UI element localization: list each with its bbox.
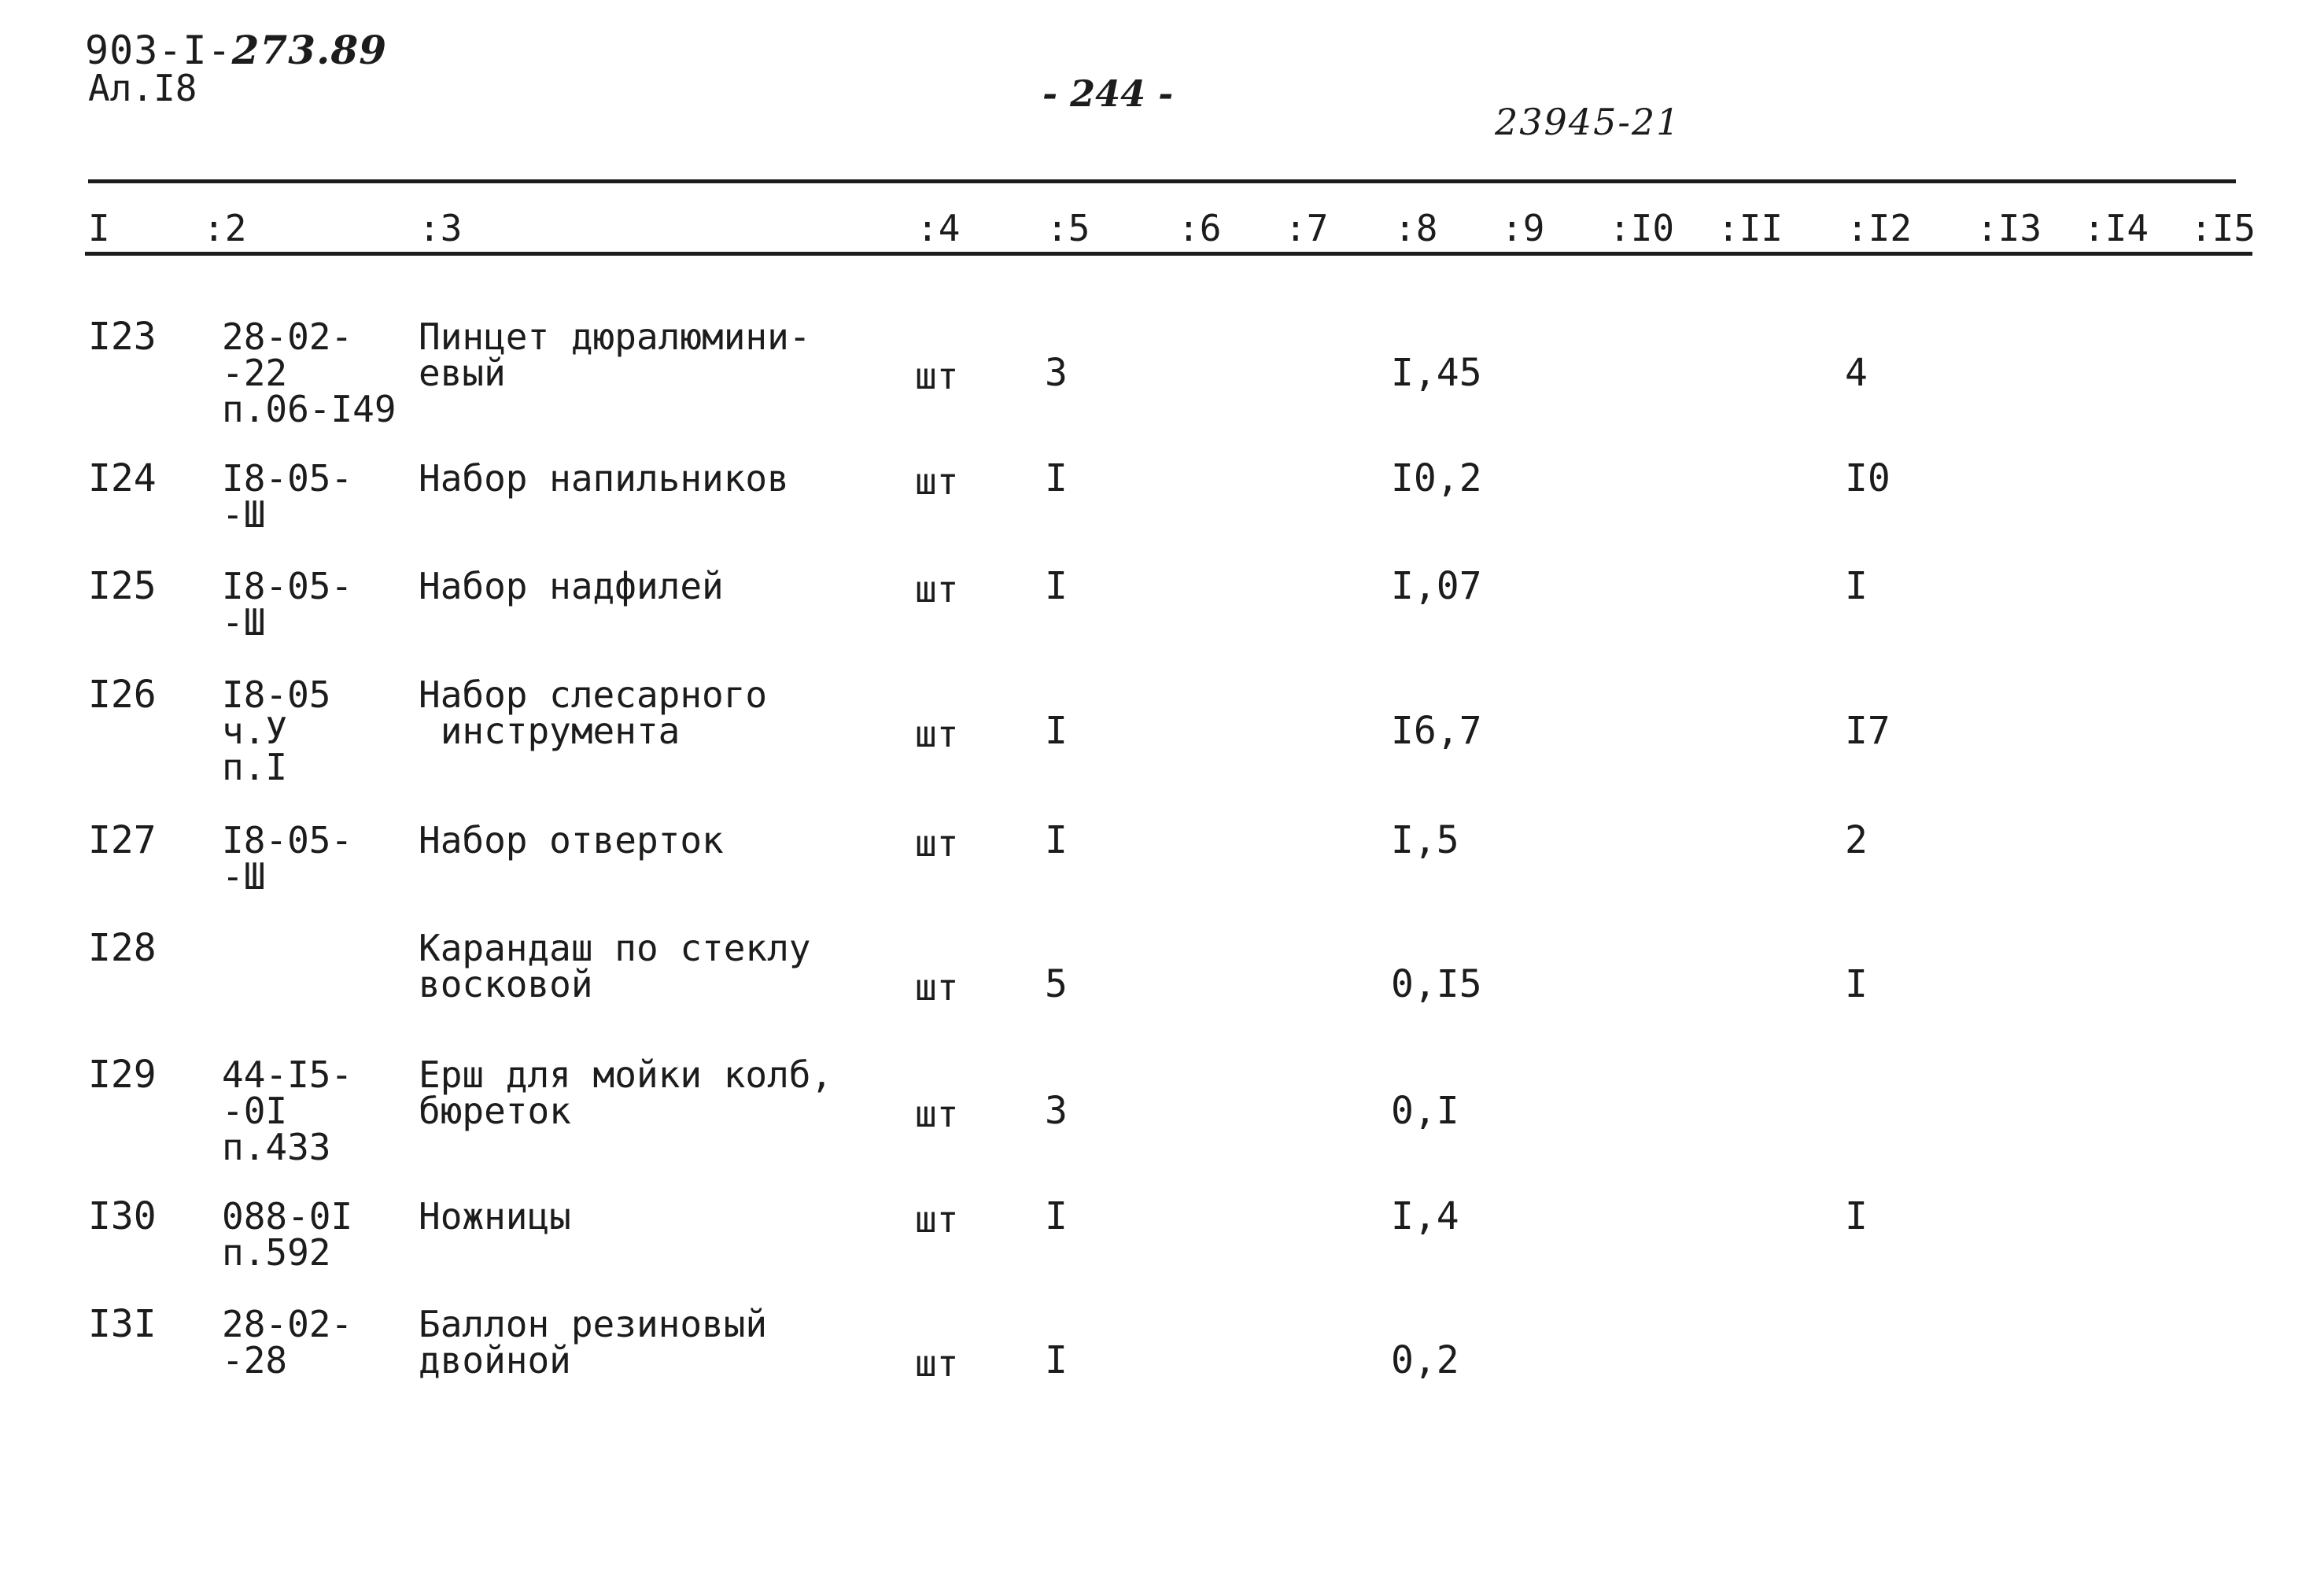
item-name-line: Пинцет дюралюмини- [419, 315, 811, 358]
item-code-line: п.06-I49 [222, 388, 397, 430]
item-code-line: 28-02- [222, 1303, 353, 1345]
page-number: - 244 - [1042, 72, 1174, 115]
quantity: I [1045, 818, 1068, 862]
row-number: I27 [88, 818, 157, 862]
item-code-line: ч.У [222, 710, 288, 752]
item-name-line: Набор надфилей [419, 565, 724, 607]
item-name-line: двойной [419, 1339, 571, 1382]
item-name-line: инструмента [419, 710, 681, 752]
sheet-label: Ал.I8 [88, 67, 197, 109]
column-12-value: I [1845, 1194, 1868, 1238]
item-name-line: Набор слесарного [419, 673, 768, 716]
project-code-printed: 903-I- [85, 28, 232, 73]
quantity: 5 [1045, 962, 1068, 1006]
row-number: I23 [88, 315, 157, 359]
item-code-line: I8-05- [222, 457, 353, 500]
top-rule [88, 179, 2236, 183]
item-name-line: Ножницы [419, 1195, 571, 1238]
column-12-value: I [1845, 564, 1868, 608]
item-code-line: п.592 [222, 1231, 331, 1274]
column-header: :I3 [1976, 207, 2042, 249]
unit: шт [915, 1198, 959, 1241]
quantity: I [1045, 564, 1068, 608]
quantity: I [1045, 1338, 1068, 1382]
column-8-value: 0,I5 [1391, 962, 1482, 1006]
unit: шт [915, 568, 959, 611]
column-header: :I0 [1609, 207, 1675, 249]
header-rule [85, 252, 2252, 256]
item-code-line: -28 [222, 1339, 288, 1382]
column-12-value: I7 [1845, 709, 1891, 753]
item-name-line: Ерш для мойки колб, [419, 1053, 833, 1096]
column-header: :5 [1046, 207, 1090, 249]
column-header: :3 [419, 207, 463, 249]
column-header: :I4 [2083, 207, 2149, 249]
item-name-line: Набор напильников [419, 457, 789, 500]
column-8-value: I6,7 [1391, 709, 1482, 753]
column-8-value: I,45 [1391, 351, 1482, 395]
unit: шт [915, 822, 959, 865]
unit: шт [915, 966, 959, 1009]
column-8-value: 0,I [1391, 1089, 1459, 1133]
item-code-line: 28-02- [222, 315, 353, 358]
row-number: I3I [88, 1302, 157, 1346]
column-header: :I5 [2190, 207, 2256, 249]
unit: шт [915, 355, 959, 397]
item-name-line: Баллон резиновый [419, 1303, 768, 1345]
item-code-line: -Ш [222, 493, 266, 536]
item-code-line: 088-0I [222, 1195, 353, 1238]
project-code [85, 27, 387, 73]
item-code-line: -Ш [222, 601, 266, 644]
unit: шт [915, 1342, 959, 1385]
row-number: I26 [88, 673, 157, 717]
quantity: I [1045, 1194, 1068, 1238]
quantity: I [1045, 456, 1068, 500]
item-code-line: 44-I5- [222, 1053, 353, 1096]
column-12-value: I [1845, 962, 1868, 1006]
column-8-value: I0,2 [1391, 456, 1482, 500]
document-number: 23945-21 [1495, 101, 1681, 143]
column-header: :4 [917, 207, 961, 249]
column-8-value: I,07 [1391, 564, 1482, 608]
item-code-line: I8-05 [222, 673, 331, 716]
quantity: 3 [1045, 351, 1068, 395]
item-code-line: I8-05- [222, 565, 353, 607]
row-number: I25 [88, 564, 157, 608]
column-header: :7 [1285, 207, 1329, 249]
column-header: :II [1717, 207, 1784, 249]
item-name-line: Набор отверток [419, 819, 724, 861]
column-header: :9 [1501, 207, 1545, 249]
project-code-handwritten: 273.89 [231, 27, 387, 73]
item-name-line: евый [419, 352, 506, 394]
column-8-value: 0,2 [1391, 1338, 1459, 1382]
column-header: :I2 [1846, 207, 1913, 249]
unit: шт [915, 1093, 959, 1135]
row-number: I28 [88, 926, 157, 970]
row-number: I24 [88, 456, 157, 500]
item-name-line: Карандаш по стеклу [419, 927, 811, 969]
column-header: :8 [1394, 207, 1438, 249]
item-code-line: I8-05- [222, 819, 353, 861]
column-header: I [88, 207, 110, 249]
unit: шт [915, 713, 959, 755]
column-12-value: 2 [1845, 818, 1868, 862]
item-code-line: п.433 [222, 1126, 331, 1168]
quantity: 3 [1045, 1089, 1068, 1133]
item-code-line: -22 [222, 352, 288, 394]
column-12-value: I0 [1845, 456, 1891, 500]
unit: шт [915, 460, 959, 503]
column-8-value: I,4 [1391, 1194, 1459, 1238]
item-name-line: восковой [419, 963, 593, 1005]
item-code-line: -0I [222, 1090, 288, 1132]
quantity: I [1045, 709, 1068, 753]
row-number: I29 [88, 1053, 157, 1097]
item-name-line: бюреток [419, 1090, 571, 1132]
column-8-value: I,5 [1391, 818, 1459, 862]
row-number: I30 [88, 1194, 157, 1238]
column-header: :2 [203, 207, 247, 249]
item-code-line: -Ш [222, 855, 266, 898]
item-code-line: п.I [222, 746, 288, 788]
column-12-value: 4 [1845, 351, 1868, 395]
column-header: :6 [1178, 207, 1222, 249]
